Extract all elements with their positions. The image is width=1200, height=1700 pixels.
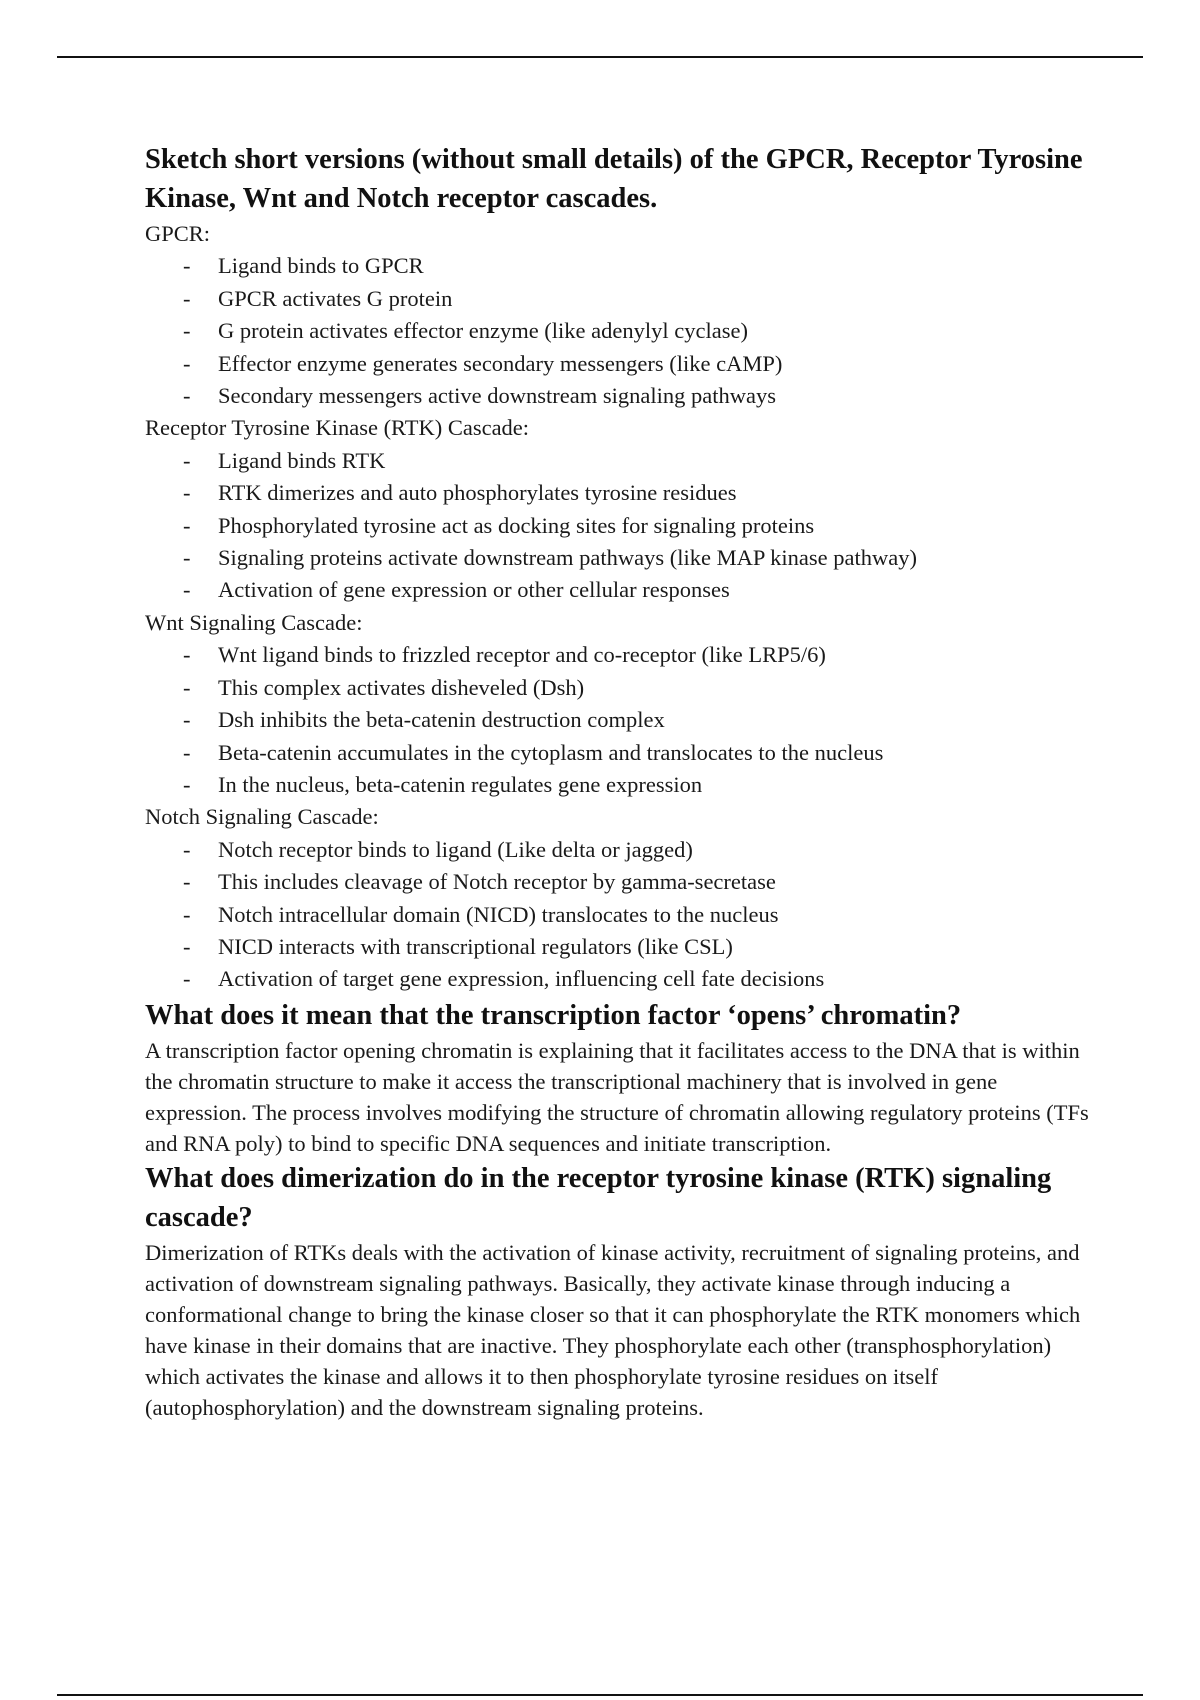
cascade-group-gpcr <box>145 218 1095 412</box>
step-text: This complex activates disheveled (Dsh) <box>218 674 585 700</box>
bullet-dash: - <box>183 545 191 571</box>
bullet-dash: - <box>183 869 191 895</box>
bullet-dash: - <box>183 707 191 733</box>
cascade-group-notch <box>145 801 1095 995</box>
bullet-dash: - <box>183 318 191 344</box>
step-text: Phosphorylated tyrosine act as docking sites for signaling proteins <box>218 512 815 538</box>
step-text: Ligand binds to GPCR <box>218 253 424 279</box>
step-text: Effector enzyme generates secondary messengers (like cAMP) <box>218 350 783 376</box>
bullet-dash: - <box>183 350 191 376</box>
list-item <box>145 315 1095 347</box>
step-text: Secondary messengers active downstream signaling pathways <box>218 383 776 409</box>
heading-cascades: Sketch short versions (without small details) of the GPCR, Receptor Tyrosine Kinase, Wnt and Notch receptor cascades. <box>145 144 1083 214</box>
list-item <box>145 769 1095 801</box>
step-list-notch <box>145 834 1095 996</box>
group-label-gpcr: GPCR: <box>145 221 211 246</box>
step-text: Activation of gene expression or other cellular responses <box>218 577 730 603</box>
step-text: Notch receptor binds to ligand (Like delta or jagged) <box>218 836 693 862</box>
bullet-dash: - <box>183 739 191 765</box>
step-text: NICD interacts with transcriptional regulators (like CSL) <box>218 933 733 959</box>
list-item <box>145 380 1095 412</box>
list-item <box>145 542 1095 574</box>
list-item <box>145 899 1095 931</box>
group-label-wnt: Wnt Signaling Cascade: <box>145 609 363 635</box>
list-item <box>145 704 1095 736</box>
step-text: GPCR activates G protein <box>218 285 453 311</box>
document-body <box>145 140 1095 1423</box>
bullet-dash: - <box>183 285 191 311</box>
heading-chromatin: What does it mean that the transcription factor ‘opens’ chromatin? <box>145 999 962 1031</box>
step-text: G protein activates effector enzyme (like adenylyl cyclase) <box>218 318 748 344</box>
cascade-group-rtk <box>145 412 1095 606</box>
list-item <box>145 445 1095 477</box>
bullet-dash: - <box>183 642 191 668</box>
step-text: Notch intracellular domain (NICD) translocates to the nucleus <box>218 901 779 927</box>
list-item <box>145 737 1095 769</box>
list-item <box>145 574 1095 606</box>
bullet-dash: - <box>183 577 191 603</box>
step-text: In the nucleus, beta-catenin regulates gene expression <box>218 771 703 797</box>
list-item <box>145 866 1095 898</box>
step-text: Wnt ligand binds to frizzled receptor and co-receptor (like LRP5/6) <box>218 642 826 668</box>
list-item <box>145 963 1095 995</box>
list-item <box>145 510 1095 542</box>
cascade-group-wnt <box>145 607 1095 801</box>
bullet-dash: - <box>183 674 191 700</box>
list-item <box>145 931 1095 963</box>
bullet-dash: - <box>183 836 191 862</box>
list-item <box>145 283 1095 315</box>
step-text: Beta-catenin accumulates in the cytoplasm and translocates to the nucleus <box>218 739 884 765</box>
bullet-dash: - <box>183 512 191 538</box>
group-label-rtk: Receptor Tyrosine Kinase (RTK) Cascade: <box>145 415 530 441</box>
step-text: RTK dimerizes and auto phosphorylates tyrosine residues <box>218 480 737 506</box>
bullet-dash: - <box>183 447 191 473</box>
header-rule <box>57 56 1143 58</box>
list-item <box>145 477 1095 509</box>
step-list-rtk <box>145 445 1095 607</box>
bullet-dash: - <box>183 253 191 279</box>
step-list-gpcr <box>145 250 1095 412</box>
bullet-dash: - <box>183 771 191 797</box>
list-item <box>145 834 1095 866</box>
step-text: Dsh inhibits the beta-catenin destruction complex <box>218 707 665 733</box>
step-list-wnt <box>145 639 1095 801</box>
step-text: This includes cleavage of Notch receptor by gamma-secretase <box>218 869 776 895</box>
heading-dimerization: What does dimerization do in the receptor tyrosine kinase (RTK) signaling cascade? <box>145 1162 1052 1233</box>
bullet-dash: - <box>183 966 191 992</box>
paragraph-dimerization: Dimerization of RTKs deals with the activation of kinase activity, recruitment of signaling proteins, and activation of downstream signaling pathways. Basically, they activate kinase through inducing a conformational change to bring the kinase closer so that it can phosphorylate the RTK monomers which have kinase in their domains that are inactive. They phosphorylate each other (transphosphorylation) which activates the kinase and allows it to then phosphorylate tyrosine residues on itself (autophosphorylation) and the downstream signaling proteins. <box>145 1239 1081 1420</box>
step-text: Activation of target gene expression, influencing cell fate decisions <box>218 966 825 992</box>
bullet-dash: - <box>183 901 191 927</box>
list-item <box>145 672 1095 704</box>
list-item <box>145 639 1095 671</box>
bullet-dash: - <box>183 383 191 409</box>
step-text: Ligand binds RTK <box>218 447 386 473</box>
paragraph-chromatin: A transcription factor opening chromatin is explaining that it facilitates access to the DNA that is within the chromatin structure to make it access the transcriptional machinery that is involved in gene expression. The process involves modifying the structure of chromatin allowing regulatory proteins (TFs and RNA poly) to bind to specific DNA sequences and initiate transcription. <box>145 1037 1089 1156</box>
list-item <box>145 348 1095 380</box>
list-item <box>145 250 1095 282</box>
bullet-dash: - <box>183 933 191 959</box>
step-text: Signaling proteins activate downstream pathways (like MAP kinase pathway) <box>218 545 918 571</box>
group-label-notch: Notch Signaling Cascade: <box>145 804 379 830</box>
footer-rule <box>57 1694 1143 1696</box>
bullet-dash: - <box>183 480 191 506</box>
